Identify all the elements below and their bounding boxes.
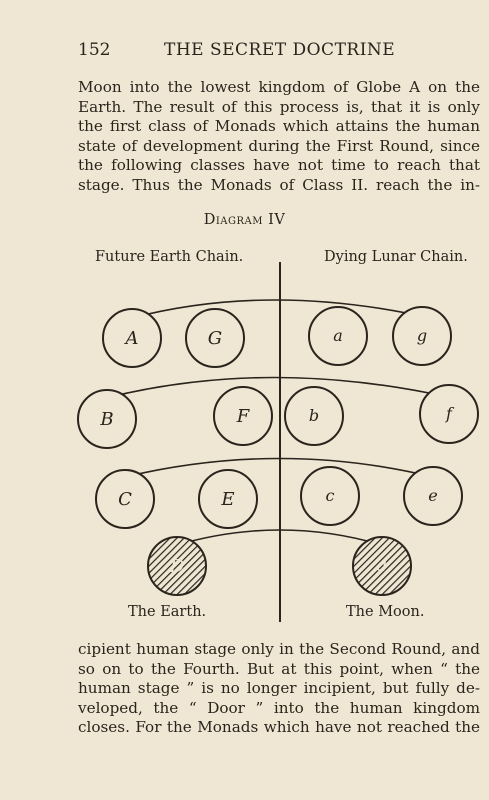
text-line: the first class of Monads which attains the human xyxy=(78,117,480,135)
globe-a xyxy=(309,307,367,365)
globe-E xyxy=(199,470,257,528)
globe-label: E xyxy=(221,489,235,510)
text-line: closes. For the Monads which have not reached the xyxy=(78,718,480,736)
globe-label: a xyxy=(333,326,343,345)
globe-G xyxy=(186,309,244,367)
paragraph-bottom xyxy=(78,640,480,738)
text-line: Earth. The result of this process is, that it is only xyxy=(78,97,480,116)
left-chain-heading: Future Earth Chain. xyxy=(95,249,244,265)
globe-e xyxy=(404,467,462,525)
text-line: human stage ” is no longer incipient, but fully de- xyxy=(78,679,480,697)
text-line: state of development during the First Round, since xyxy=(78,136,480,155)
globe-label: b xyxy=(308,406,320,425)
globe-C xyxy=(96,470,154,528)
globe-label: e xyxy=(428,486,438,505)
globe-A xyxy=(103,309,161,367)
text-line: so on to the Fourth. But at this point, when “ the xyxy=(78,659,480,678)
page-number: 152 xyxy=(78,40,111,60)
globe-d-moon xyxy=(353,537,411,595)
globe-label: c xyxy=(325,486,335,505)
globe-label: d xyxy=(376,556,388,575)
moon-label: The Moon. xyxy=(346,604,425,620)
text-line: veloped, the “ Door ” into the human kingdom xyxy=(78,698,480,717)
globe-b xyxy=(285,387,343,445)
text-line: Moon into the lowest kingdom of Globe A on the xyxy=(78,78,480,96)
globe-label: B xyxy=(100,409,114,430)
globe-D-earth xyxy=(148,537,206,595)
globe-label: g xyxy=(416,326,428,345)
globe-label: A xyxy=(125,328,139,349)
text-line: cipient human stage only in the Second Round, and xyxy=(78,640,480,658)
globe-label: D xyxy=(169,556,185,577)
globe-B xyxy=(78,390,136,448)
globe-F xyxy=(214,387,272,445)
text-line: stage. Thus the Monads of Class II. reach the in- xyxy=(78,175,480,194)
text-line: the following classes have not time to reach that xyxy=(78,156,480,174)
globe-g xyxy=(393,307,451,365)
diagram-title: Diagram IV xyxy=(203,212,286,228)
globe-label: F xyxy=(236,406,250,427)
globe-label: f xyxy=(446,404,452,423)
globe-f xyxy=(420,385,478,443)
running-title: THE SECRET DOCTRINE xyxy=(164,40,396,60)
earth-label: The Earth. xyxy=(128,604,207,620)
globe-label: G xyxy=(207,328,223,349)
globe-label: C xyxy=(118,489,132,510)
globe-c xyxy=(301,467,359,525)
right-chain-heading: Dying Lunar Chain. xyxy=(324,249,468,265)
